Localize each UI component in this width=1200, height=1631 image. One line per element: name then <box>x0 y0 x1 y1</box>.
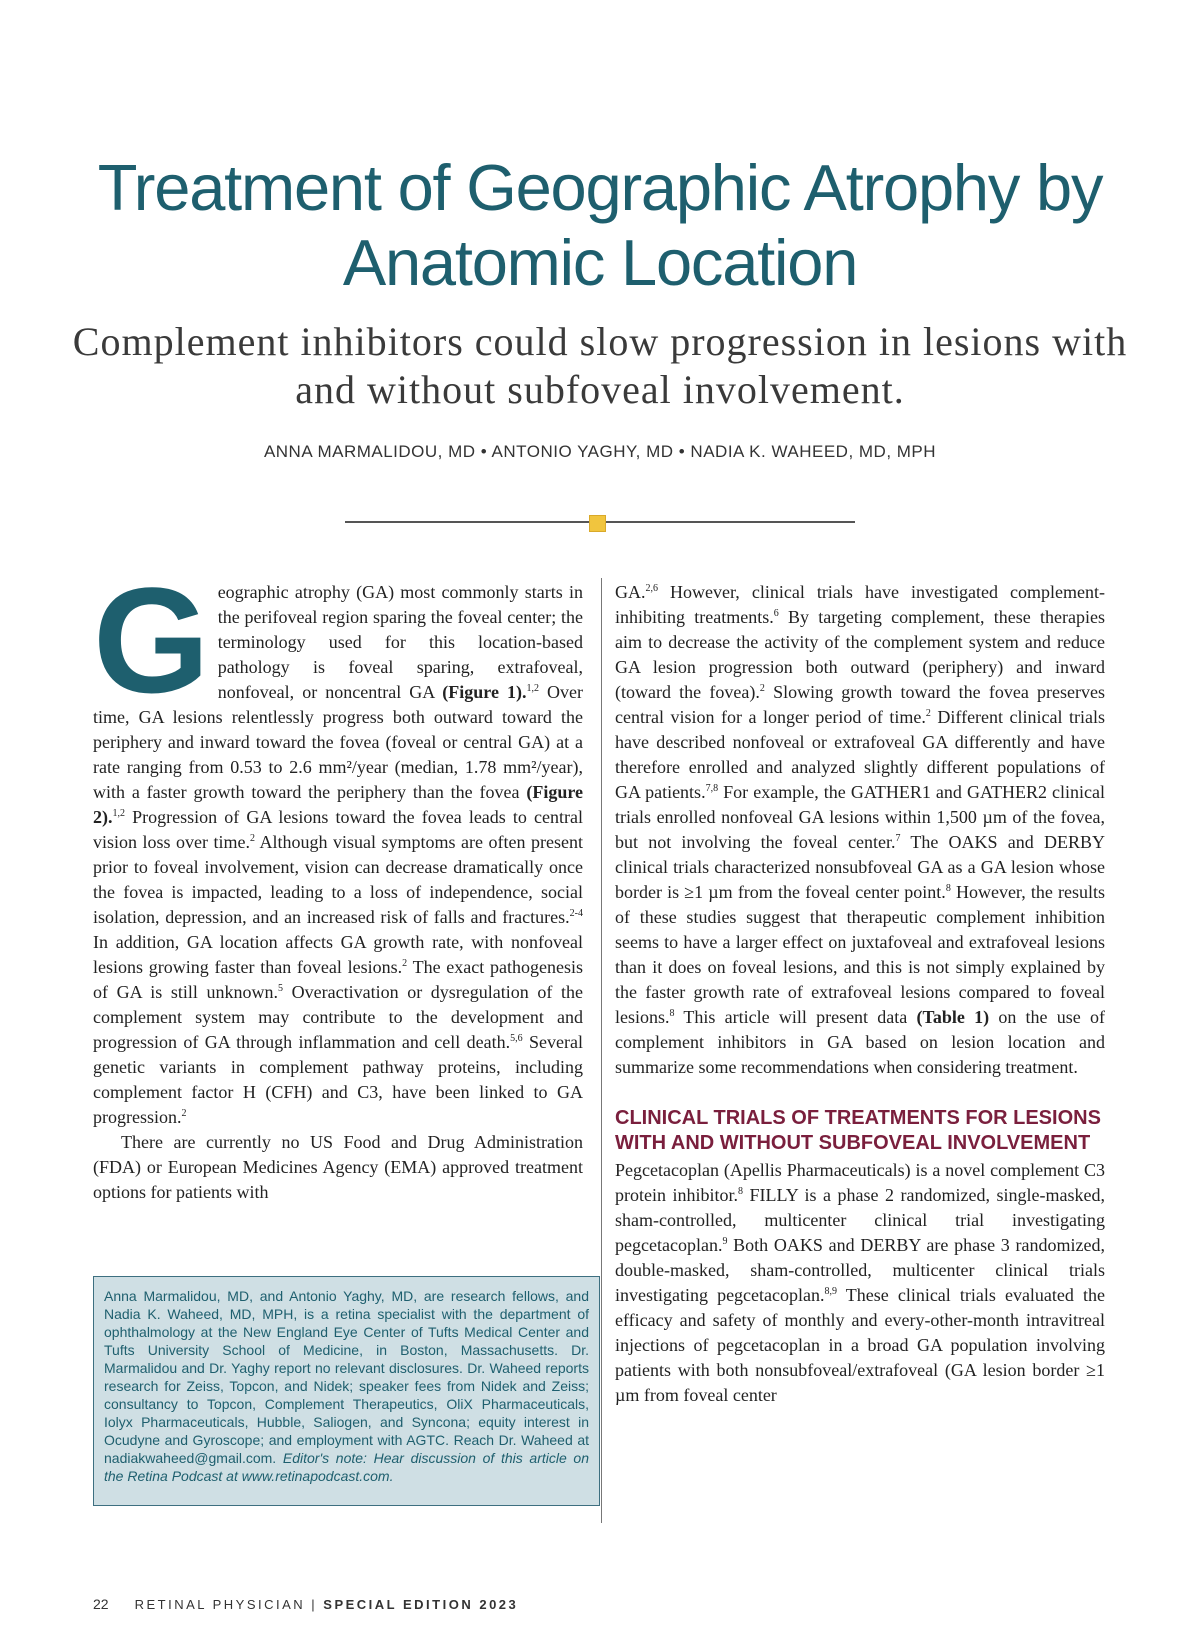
text-run: Overactivation or dysregulation of the complement system may contribute to the development and progression of GA through inflammation and cell death. <box>93 982 584 1052</box>
page-footer <box>93 1596 518 1612</box>
text-run: on the use of complement inhibitors in GA based on lesion location and summarize some recommendations when considering treatment. <box>615 1007 1105 1077</box>
text-run: Progression of GA lesions toward the fovea leads to central vision loss over time. <box>93 807 583 852</box>
text-run: Several genetic variants in complement pathway proteins, including complement factor H (CFH) and C3, have been linked to GA progression. <box>93 1032 583 1127</box>
citation: 7,8 <box>705 783 719 794</box>
text-run: For example, the GATHER1 and GATHER2 clinical trials enrolled nonfoveal GA lesions within 1,500 µm of the fovea, but not involving the foveal center. <box>615 782 1106 852</box>
citation: 2 <box>402 958 408 969</box>
citation: 2 <box>925 708 931 719</box>
text-run: GA. <box>615 582 646 602</box>
text-run: The exact pathogenesis of GA is still unknown. <box>93 957 583 1002</box>
article-title: Treatment of Geographic Atrophy by Anatomic Location <box>97 151 1103 299</box>
citation: 5,6 <box>510 1033 523 1044</box>
editor-note: Editor's note: Hear discussion of this article on the Retina Podcast at www.retinapodcast.com. <box>104 1450 590 1484</box>
article-subtitle: Complement inhibitors could slow progression in lesions with and without subfoveal involvement. <box>72 319 1128 412</box>
citation: 1,2 <box>112 808 125 819</box>
text-run: Over time, GA lesions relentlessly progress both outward toward the periphery and inward toward the fovea (foveal or central GA) at a rate ranging from 0.53 to 2.6 mm²/year (median, 1.78 mm²/year), with a faster growth toward the periphery than the fovea <box>93 682 584 802</box>
citation: 2 <box>759 683 765 694</box>
body-paragraph <box>615 580 1105 1080</box>
author-bio-text: Anna Marmalidou, MD, and Antonio Yaghy, MD, are research fellows, and Nadia K. Waheed, MD, MPH, is a retina specialist with the department of ophthalmology at the New England Eye Center of Tufts Medical Center and Tufts University School of Medicine, in Boston, Massachusetts. Dr. Marmalidou and Dr. Yaghy report no relevant disclosures. Dr. Waheed reports research for Zeiss, Topcon, and Nidek; speaker fees from Nidek and Zeiss; consultancy to Topcon, Complement Therapeutics, OliX Pharmaceuticals, Iolyx Pharmaceuticals, Hubble, Saliogen, and Syncona; equity interest in Ocudyne and Gyroscope; and employment with AGTC. Reach Dr. Waheed at nadiakwaheed@gmail.com. <box>104 1288 589 1466</box>
text-run: Different clinical trials have described nonfoveal or extrafoveal GA differently and have therefore enrolled and analyzed slightly different populations of GA patients. <box>615 707 1106 802</box>
text-run: The OAKS and DERBY clinical trials characterized nonsubfoveal GA as a GA lesion whose border is ≥1 µm from the foveal center point. <box>615 832 1105 902</box>
text-run: By targeting complement, these therapies aim to decrease the activity of the complement system and reduce GA lesion progression both outward (periphery) and inward (toward the fovea). <box>615 607 1105 702</box>
citation: 8 <box>669 1008 675 1019</box>
citation: 2,6 <box>645 583 658 594</box>
citation: 8 <box>945 883 951 894</box>
text-run: Although visual symptoms are often present prior to foveal involvement, vision can decrease dramatically once the fovea is impacted, leading to a loss of independence, social isolation, depression, and an increased risk of falls and fractures. <box>93 832 583 927</box>
article-authors: ANNA MARMALIDOU, MD • ANTONIO YAGHY, MD • NADIA K. WAHEED, MD, MPH <box>263 442 937 461</box>
body-paragraph <box>615 1158 1105 1408</box>
figure-2-reference[interactable]: (Figure 2). <box>93 782 583 827</box>
text-run: However, the results of these studies suggest that therapeutic complement inhibition seems to have a larger effect on juxtafoveal and extrafoveal lesions than it does on foveal lesions, and this is not simply explained by the faster growth rate of extrafoveal lesions compared to foveal lesions. <box>615 882 1105 1027</box>
citation: 8 <box>738 1186 743 1197</box>
text-run: In addition, GA location affects GA growth rate, with nonfoveal lesions growing faster than foveal lesions. <box>93 932 583 977</box>
section-heading: CLINICAL TRIALS OF TREATMENTS FOR LESIONS WITH AND WITHOUT SUBFOVEAL INVOLVEMENT <box>615 1107 1101 1154</box>
publication-name: RETINAL PHYSICIAN | <box>134 1597 324 1612</box>
text-run: Pegcetacoplan (Apellis Pharmaceuticals) is a novel complement C3 protein inhibitor. <box>615 1160 1105 1205</box>
right-column <box>615 580 1105 1408</box>
author-bio-box <box>93 1276 600 1506</box>
text-run: Slowing growth toward the fovea preserves central vision for a longer period of time. <box>615 682 1106 727</box>
citation: 2-4 <box>569 908 583 919</box>
citation: 8,9 <box>824 1286 838 1297</box>
edition-label: SPECIAL EDITION 2023 <box>323 1597 519 1612</box>
text-run: However, clinical trials have investigated complement-inhibiting treatments. <box>615 582 1105 627</box>
text-run: eographic atrophy (GA) most commonly starts in the perifoveal region sparing the foveal center; the terminology used for this location-based pathology is foveal sparing, extrafoveal, nonfoveal, or noncentral GA <box>217 582 583 702</box>
column-divider <box>601 578 602 1523</box>
body-paragraph: There are currently no US Food and Drug Administration (FDA) or European Medicines Agency (EMA) approved treatment options for patients with <box>93 1132 583 1202</box>
text-run: Both OAKS and DERBY are phase 3 randomized, double-masked, sham-controlled, multicenter clinical trials investigating pegcetacoplan. <box>615 1235 1105 1305</box>
text-run: FILLY is a phase 2 randomized, single-masked, sham-controlled, multicenter clinical trial investigating pegcetacoplan. <box>615 1185 1105 1255</box>
left-column <box>93 556 584 1205</box>
table-1-reference[interactable]: (Table 1) <box>916 1007 990 1027</box>
divider-accent-square <box>589 515 606 532</box>
citation: 6 <box>773 608 779 619</box>
intro-paragraph <box>93 556 584 1130</box>
citation: 5 <box>278 983 283 994</box>
citation: 2 <box>250 833 256 844</box>
figure-1-reference[interactable]: (Figure 1). <box>442 682 527 702</box>
citation: 1,2 <box>526 683 539 694</box>
page-number: 22 <box>93 1596 109 1612</box>
citation: 2 <box>181 1108 187 1119</box>
text-run: This article will present data <box>674 1007 917 1027</box>
citation: 9 <box>722 1236 728 1247</box>
text-run: These clinical trials evaluated the efficacy and safety of monthly and every-other-month intravitreal injections of pegcetacoplan in a broad GA population involving patients with both nonsubfoveal/extrafoveal (GA lesion border ≥1 µm from foveal center <box>615 1285 1105 1405</box>
citation: 7 <box>895 833 901 844</box>
drop-cap: G <box>93 556 210 724</box>
